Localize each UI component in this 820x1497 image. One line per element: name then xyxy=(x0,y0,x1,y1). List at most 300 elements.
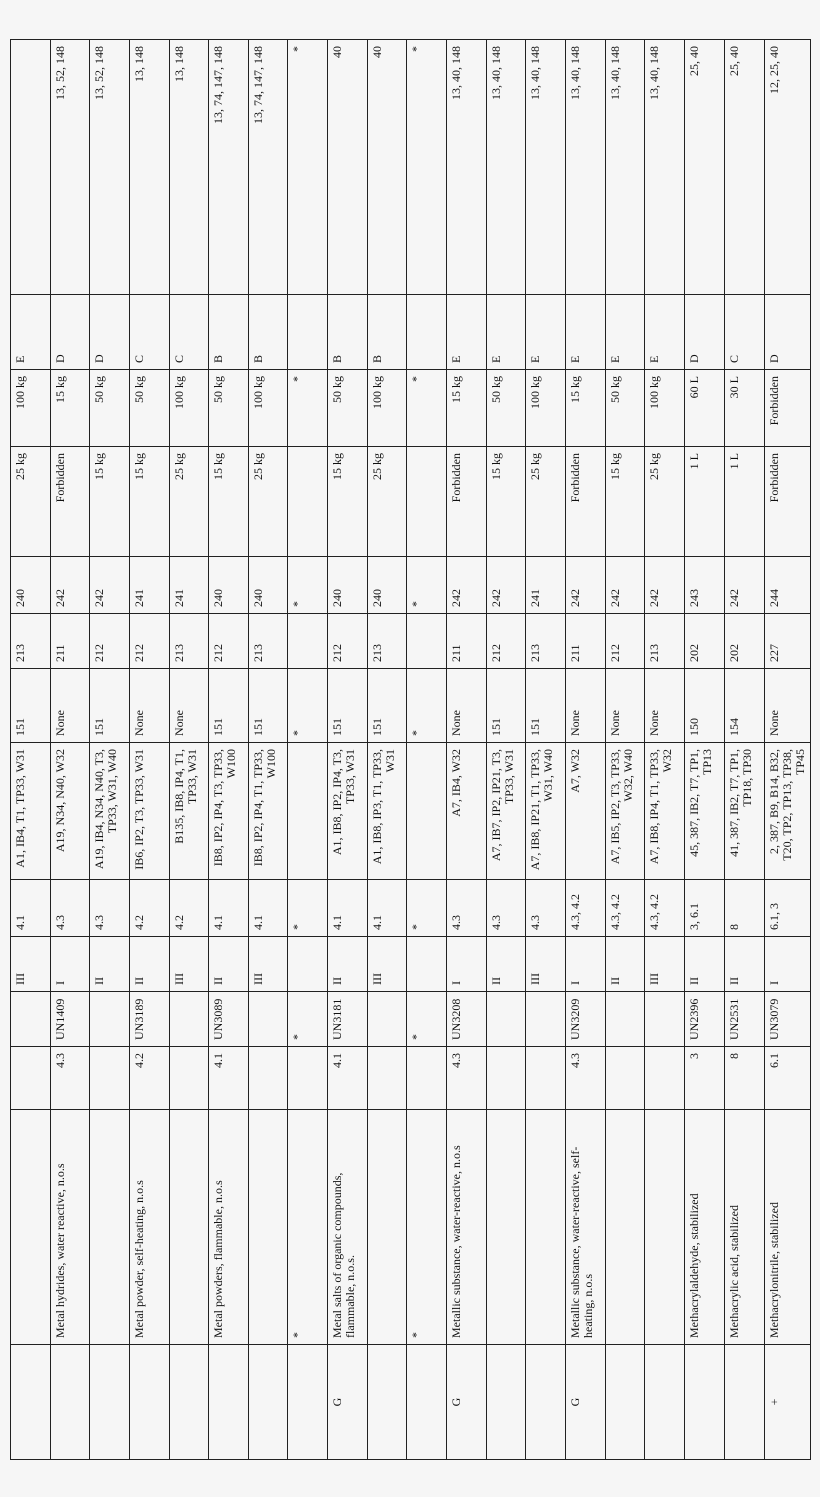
cell-non-bulk: 213 xyxy=(11,614,51,669)
cell-cargo-limit: 100 kg xyxy=(249,370,288,447)
cell-pg: II xyxy=(685,937,725,992)
cell-description: Metallic substance, water-reactive, n.o.s xyxy=(447,1110,487,1345)
cell-passenger-limit: 25 kg xyxy=(526,447,566,557)
table-row xyxy=(725,40,765,1460)
cell-special-provisions: A7, IB8, IP4, T1, TP33, W32 xyxy=(645,743,685,880)
cell-vessel-location: C xyxy=(725,295,765,370)
cell-bulk: * xyxy=(288,557,328,614)
cell-special-provisions: IB8, IP2, IP4, T3, TP33, W100 xyxy=(209,743,249,880)
cell-special-provisions: IB8, IP2, IP4, T1, TP33, W100 xyxy=(249,743,288,880)
cell-special-provisions: A7, IB7, IP2, IP21, T3, TP33, W31 xyxy=(487,743,526,880)
cell-special-provisions: B135, IB8, IP4, T1, TP33, W31 xyxy=(170,743,209,880)
cell-description: Metallic substance, water-reactive, self-heating, n.o.s xyxy=(566,1110,606,1345)
cell-passenger-limit: 25 kg xyxy=(368,447,407,557)
cell-cargo-limit: 100 kg xyxy=(526,370,566,447)
cell-pg: III xyxy=(645,937,685,992)
cell-passenger-limit: Forbidden xyxy=(765,447,811,557)
cell-exceptions: 154 xyxy=(725,669,765,743)
cell-special-provisions: 2, 387, B9, B14, B32, T20, TP2, TP13, TP38, TP45 xyxy=(765,743,811,880)
cell-passenger-limit: 15 kg xyxy=(487,447,526,557)
cell-vessel-other: * xyxy=(407,40,447,295)
table-row xyxy=(685,40,725,1460)
cell-passenger-limit: Forbidden xyxy=(51,447,90,557)
cell-id-number xyxy=(487,992,526,1047)
cell-pg: I xyxy=(566,937,606,992)
cell-passenger-limit: Forbidden xyxy=(447,447,487,557)
cell-description: Metal powder, self-heating, n.o.s xyxy=(130,1110,170,1345)
cell-cargo-limit: 50 kg xyxy=(209,370,249,447)
cell-id-number: UN3089 xyxy=(209,992,249,1047)
cell-description: Methacrylaldehyde, stabilized xyxy=(685,1110,725,1345)
table-row xyxy=(209,40,249,1460)
cell-passenger-limit: 25 kg xyxy=(249,447,288,557)
cell-exceptions: None xyxy=(170,669,209,743)
cell-cargo-limit: Forbidden xyxy=(765,370,811,447)
cell-cargo-limit: 15 kg xyxy=(447,370,487,447)
cell-pg: III xyxy=(249,937,288,992)
table-row xyxy=(526,40,566,1460)
cell-bulk: 241 xyxy=(526,557,566,614)
cell-pg: III xyxy=(526,937,566,992)
cell-description xyxy=(487,1110,526,1345)
cell-vessel-other: 13, 40, 148 xyxy=(645,40,685,295)
cell-pg: II xyxy=(725,937,765,992)
cell-special-provisions: A19, IB4, N34, N40, T3, TP33, W31, W40 xyxy=(90,743,130,880)
cell-symbols xyxy=(645,1345,685,1460)
cell-bulk: 243 xyxy=(685,557,725,614)
table-row xyxy=(130,40,170,1460)
cell-pg: II xyxy=(90,937,130,992)
cell-exceptions: None xyxy=(765,669,811,743)
cell-pg xyxy=(407,937,447,992)
cell-non-bulk: 213 xyxy=(249,614,288,669)
cell-cargo-limit: 50 kg xyxy=(90,370,130,447)
cell-description xyxy=(90,1110,130,1345)
cell-vessel-location xyxy=(288,295,328,370)
cell-special-provisions: 41, 387, IB2, T7, TP1, TP18, TP30 xyxy=(725,743,765,880)
cell-id-number xyxy=(606,992,645,1047)
cell-special-provisions: A7, IB8, IP21, T1, TP33, W31, W40 xyxy=(526,743,566,880)
table-row xyxy=(51,40,90,1460)
cell-symbols: G xyxy=(328,1345,368,1460)
cell-bulk: 240 xyxy=(328,557,368,614)
cell-class: 4.3 xyxy=(51,1047,90,1110)
cell-non-bulk: 212 xyxy=(209,614,249,669)
cell-label-codes: 4.3 xyxy=(447,880,487,937)
cell-vessel-location: E xyxy=(11,295,51,370)
cell-id-number: * xyxy=(288,992,328,1047)
cell-id-number: UN3189 xyxy=(130,992,170,1047)
cell-class xyxy=(645,1047,685,1110)
cell-class: 6.1 xyxy=(765,1047,811,1110)
cell-cargo-limit: 60 L xyxy=(685,370,725,447)
cell-id-number xyxy=(170,992,209,1047)
cell-bulk: 242 xyxy=(487,557,526,614)
cell-symbols xyxy=(90,1345,130,1460)
hazmat-table xyxy=(10,39,811,1460)
cell-special-provisions xyxy=(407,743,447,880)
cell-cargo-limit: 100 kg xyxy=(368,370,407,447)
cell-description xyxy=(368,1110,407,1345)
cell-bulk: 240 xyxy=(368,557,407,614)
cell-pg: II xyxy=(487,937,526,992)
cell-non-bulk: 212 xyxy=(487,614,526,669)
cell-pg: III xyxy=(11,937,51,992)
cell-vessel-location: B xyxy=(209,295,249,370)
cell-class: 4.3 xyxy=(566,1047,606,1110)
cell-vessel-location: C xyxy=(130,295,170,370)
cell-vessel-other: 12, 25, 40 xyxy=(765,40,811,295)
cell-vessel-other: 40 xyxy=(328,40,368,295)
cell-special-provisions: 45, 387, IB2, T7, TP1, TP13 xyxy=(685,743,725,880)
cell-symbols xyxy=(487,1345,526,1460)
cell-non-bulk: 212 xyxy=(328,614,368,669)
cell-non-bulk: 212 xyxy=(606,614,645,669)
cell-label-codes: 4.1 xyxy=(368,880,407,937)
cell-vessel-location: E xyxy=(645,295,685,370)
cell-class xyxy=(407,1047,447,1110)
cell-vessel-location: E xyxy=(566,295,606,370)
cell-non-bulk: 212 xyxy=(90,614,130,669)
cell-label-codes: 4.3, 4.2 xyxy=(606,880,645,937)
table-row xyxy=(249,40,288,1460)
cell-vessel-other: 13, 40, 148 xyxy=(566,40,606,295)
cell-class xyxy=(249,1047,288,1110)
cell-pg xyxy=(288,937,328,992)
cell-bulk: 242 xyxy=(566,557,606,614)
table-row xyxy=(90,40,130,1460)
cell-special-provisions: A1, IB4, T1, TP33, W31 xyxy=(11,743,51,880)
cell-id-number xyxy=(90,992,130,1047)
cell-passenger-limit: 1 L xyxy=(685,447,725,557)
cell-description: * xyxy=(288,1110,328,1345)
cell-label-codes: 3, 6.1 xyxy=(685,880,725,937)
cell-vessel-other: 13, 74, 147, 148 xyxy=(209,40,249,295)
cell-exceptions: None xyxy=(566,669,606,743)
cell-class xyxy=(11,1047,51,1110)
cell-non-bulk: 213 xyxy=(368,614,407,669)
cell-non-bulk xyxy=(407,614,447,669)
cell-bulk: 242 xyxy=(645,557,685,614)
cell-bulk: 241 xyxy=(130,557,170,614)
cell-class xyxy=(526,1047,566,1110)
cell-description: Methacrylic acid, stabilized xyxy=(725,1110,765,1345)
table-row xyxy=(606,40,645,1460)
table-row xyxy=(645,40,685,1460)
cell-vessel-other: 13, 148 xyxy=(130,40,170,295)
cell-class: 4.2 xyxy=(130,1047,170,1110)
cell-cargo-limit: 50 kg xyxy=(328,370,368,447)
cell-bulk: * xyxy=(407,557,447,614)
cell-bulk: 240 xyxy=(249,557,288,614)
cell-id-number: UN3209 xyxy=(566,992,606,1047)
cell-label-codes: 4.1 xyxy=(11,880,51,937)
cell-vessel-other: 13, 40, 148 xyxy=(447,40,487,295)
cell-vessel-other: 13, 52, 148 xyxy=(90,40,130,295)
cell-cargo-limit: 50 kg xyxy=(606,370,645,447)
cell-symbols xyxy=(249,1345,288,1460)
cell-description xyxy=(11,1110,51,1345)
cell-symbols xyxy=(51,1345,90,1460)
cell-pg: II xyxy=(606,937,645,992)
table-row xyxy=(170,40,209,1460)
cell-vessel-other: 40 xyxy=(368,40,407,295)
cell-non-bulk: 213 xyxy=(526,614,566,669)
cell-bulk: 242 xyxy=(725,557,765,614)
cell-special-provisions: A7, IB5, IP2, T3, TP33, W32, W40 xyxy=(606,743,645,880)
cell-exceptions: None xyxy=(645,669,685,743)
cell-passenger-limit: 1 L xyxy=(725,447,765,557)
cell-label-codes: 4.3 xyxy=(90,880,130,937)
cell-passenger-limit: 15 kg xyxy=(90,447,130,557)
cell-vessel-location: D xyxy=(90,295,130,370)
cell-vessel-other xyxy=(11,40,51,295)
cell-class xyxy=(368,1047,407,1110)
cell-class xyxy=(487,1047,526,1110)
cell-passenger-limit xyxy=(288,447,328,557)
cell-non-bulk: 211 xyxy=(566,614,606,669)
cell-vessel-other: 13, 40, 148 xyxy=(606,40,645,295)
cell-exceptions: 151 xyxy=(209,669,249,743)
cell-symbols xyxy=(407,1345,447,1460)
cell-exceptions: * xyxy=(288,669,328,743)
table-row xyxy=(11,40,51,1460)
cell-cargo-limit: 50 kg xyxy=(130,370,170,447)
cell-id-number: UN1409 xyxy=(51,992,90,1047)
cell-non-bulk: 202 xyxy=(725,614,765,669)
cell-symbols xyxy=(288,1345,328,1460)
cell-exceptions: 151 xyxy=(526,669,566,743)
cell-passenger-limit: 15 kg xyxy=(328,447,368,557)
cell-description: Metal powders, flammable, n.o.s xyxy=(209,1110,249,1345)
cell-id-number xyxy=(526,992,566,1047)
table-row xyxy=(765,40,811,1460)
cell-pg: I xyxy=(447,937,487,992)
cell-special-provisions: A1, IB8, IP3, T1, TP33, W31 xyxy=(368,743,407,880)
cell-id-number xyxy=(645,992,685,1047)
cell-class: 4.3 xyxy=(447,1047,487,1110)
cell-vessel-location: D xyxy=(765,295,811,370)
cell-vessel-other: * xyxy=(288,40,328,295)
cell-cargo-limit: * xyxy=(288,370,328,447)
cell-symbols xyxy=(368,1345,407,1460)
table-row xyxy=(288,40,328,1460)
cell-pg: III xyxy=(368,937,407,992)
table-row xyxy=(447,40,487,1460)
cell-symbols xyxy=(725,1345,765,1460)
cell-label-codes: 4.3, 4.2 xyxy=(566,880,606,937)
cell-exceptions: 151 xyxy=(368,669,407,743)
cell-cargo-limit: * xyxy=(407,370,447,447)
cell-pg: II xyxy=(130,937,170,992)
cell-vessel-other: 13, 40, 148 xyxy=(526,40,566,295)
cell-passenger-limit: 25 kg xyxy=(170,447,209,557)
cell-passenger-limit: 15 kg xyxy=(209,447,249,557)
cell-vessel-location: B xyxy=(368,295,407,370)
cell-description: * xyxy=(407,1110,447,1345)
cell-id-number: * xyxy=(407,992,447,1047)
cell-class xyxy=(606,1047,645,1110)
cell-bulk: 240 xyxy=(11,557,51,614)
cell-passenger-limit: 25 kg xyxy=(11,447,51,557)
cell-vessel-location: B xyxy=(249,295,288,370)
cell-label-codes: 4.1 xyxy=(209,880,249,937)
cell-bulk: 244 xyxy=(765,557,811,614)
cell-passenger-limit: Forbidden xyxy=(566,447,606,557)
cell-exceptions: None xyxy=(606,669,645,743)
cell-symbols xyxy=(526,1345,566,1460)
cell-exceptions: None xyxy=(447,669,487,743)
cell-vessel-location: E xyxy=(606,295,645,370)
cell-cargo-limit: 30 L xyxy=(725,370,765,447)
cell-special-provisions: A7, IB4, W32 xyxy=(447,743,487,880)
cell-non-bulk: 211 xyxy=(51,614,90,669)
table-row xyxy=(407,40,447,1460)
cell-vessel-other: 25, 40 xyxy=(725,40,765,295)
cell-label-codes: 4.3 xyxy=(526,880,566,937)
cell-pg: II xyxy=(209,937,249,992)
cell-class xyxy=(170,1047,209,1110)
cell-passenger-limit: 25 kg xyxy=(645,447,685,557)
cell-non-bulk: 213 xyxy=(645,614,685,669)
cell-description xyxy=(606,1110,645,1345)
cell-symbols xyxy=(170,1345,209,1460)
table-row xyxy=(487,40,526,1460)
cell-exceptions: * xyxy=(407,669,447,743)
cell-vessel-location: E xyxy=(447,295,487,370)
cell-symbols: + xyxy=(765,1345,811,1460)
cell-special-provisions: A7, W32 xyxy=(566,743,606,880)
cell-passenger-limit xyxy=(407,447,447,557)
cell-label-codes: * xyxy=(288,880,328,937)
cell-vessel-location: C xyxy=(170,295,209,370)
cell-exceptions: None xyxy=(51,669,90,743)
cell-label-codes: 4.2 xyxy=(130,880,170,937)
cell-class xyxy=(288,1047,328,1110)
cell-description xyxy=(249,1110,288,1345)
cell-symbols xyxy=(606,1345,645,1460)
cell-exceptions: 151 xyxy=(90,669,130,743)
cell-symbols xyxy=(11,1345,51,1460)
cell-pg: I xyxy=(51,937,90,992)
cell-vessel-other: 13, 148 xyxy=(170,40,209,295)
cell-bulk: 242 xyxy=(51,557,90,614)
cell-cargo-limit: 50 kg xyxy=(487,370,526,447)
cell-pg: III xyxy=(170,937,209,992)
cell-passenger-limit: 15 kg xyxy=(606,447,645,557)
cell-special-provisions: IB6, IP2, T3, TP33, W31 xyxy=(130,743,170,880)
cell-bulk: 241 xyxy=(170,557,209,614)
table-body xyxy=(11,40,811,1460)
cell-vessel-other: 13, 52, 148 xyxy=(51,40,90,295)
cell-exceptions: 151 xyxy=(328,669,368,743)
cell-description xyxy=(526,1110,566,1345)
cell-non-bulk: 211 xyxy=(447,614,487,669)
cell-non-bulk: 213 xyxy=(170,614,209,669)
cell-description xyxy=(170,1110,209,1345)
cell-description: Metal salts of organic compounds, flammable, n.o.s. xyxy=(328,1110,368,1345)
table-row xyxy=(368,40,407,1460)
cell-cargo-limit: 100 kg xyxy=(11,370,51,447)
cell-class: 8 xyxy=(725,1047,765,1110)
cell-label-codes: 4.2 xyxy=(170,880,209,937)
cell-bulk: 242 xyxy=(90,557,130,614)
cell-exceptions: None xyxy=(130,669,170,743)
cell-cargo-limit: 15 kg xyxy=(566,370,606,447)
cell-vessel-location: E xyxy=(526,295,566,370)
cell-exceptions: 151 xyxy=(11,669,51,743)
cell-special-provisions: A19, N34, N40, W32 xyxy=(51,743,90,880)
cell-bulk: 240 xyxy=(209,557,249,614)
cell-non-bulk: 202 xyxy=(685,614,725,669)
cell-pg: I xyxy=(765,937,811,992)
table-row xyxy=(566,40,606,1460)
cell-id-number: UN3181 xyxy=(328,992,368,1047)
cell-special-provisions xyxy=(288,743,328,880)
cell-class: 4.1 xyxy=(328,1047,368,1110)
cell-id-number: UN3079 xyxy=(765,992,811,1047)
cell-vessel-other: 13, 40, 148 xyxy=(487,40,526,295)
cell-label-codes: 4.1 xyxy=(249,880,288,937)
cell-id-number: UN3208 xyxy=(447,992,487,1047)
cell-exceptions: 151 xyxy=(487,669,526,743)
cell-bulk: 242 xyxy=(447,557,487,614)
cell-id-number: UN2531 xyxy=(725,992,765,1047)
cell-id-number xyxy=(368,992,407,1047)
table-row xyxy=(328,40,368,1460)
cell-exceptions: 151 xyxy=(249,669,288,743)
cell-special-provisions: A1, IB8, IP2, IP4, T3, TP33, W31 xyxy=(328,743,368,880)
cell-description: Methacrylonitrile, stabilized xyxy=(765,1110,811,1345)
cell-description xyxy=(645,1110,685,1345)
cell-vessel-other: 13, 74, 147, 148 xyxy=(249,40,288,295)
cell-cargo-limit: 15 kg xyxy=(51,370,90,447)
cell-description: Metal hydrides, water reactive, n.o.s xyxy=(51,1110,90,1345)
cell-label-codes: 4.3 xyxy=(487,880,526,937)
cell-id-number: UN2396 xyxy=(685,992,725,1047)
cell-cargo-limit: 100 kg xyxy=(645,370,685,447)
cell-class: 4.1 xyxy=(209,1047,249,1110)
cell-label-codes: 4.3, 4.2 xyxy=(645,880,685,937)
cell-vessel-location: E xyxy=(487,295,526,370)
cell-class xyxy=(90,1047,130,1110)
cell-symbols xyxy=(130,1345,170,1460)
cell-symbols xyxy=(209,1345,249,1460)
cell-label-codes: 6.1, 3 xyxy=(765,880,811,937)
cell-vessel-other: 25, 40 xyxy=(685,40,725,295)
cell-id-number xyxy=(11,992,51,1047)
document-page xyxy=(10,40,810,1460)
cell-symbols xyxy=(685,1345,725,1460)
cell-id-number xyxy=(249,992,288,1047)
cell-vessel-location: B xyxy=(328,295,368,370)
cell-exceptions: 150 xyxy=(685,669,725,743)
cell-non-bulk xyxy=(288,614,328,669)
cell-cargo-limit: 100 kg xyxy=(170,370,209,447)
cell-symbols: G xyxy=(447,1345,487,1460)
cell-symbols: G xyxy=(566,1345,606,1460)
cell-label-codes: * xyxy=(407,880,447,937)
cell-bulk: 242 xyxy=(606,557,645,614)
cell-non-bulk: 227 xyxy=(765,614,811,669)
cell-class: 3 xyxy=(685,1047,725,1110)
cell-vessel-location: D xyxy=(685,295,725,370)
cell-pg: II xyxy=(328,937,368,992)
cell-non-bulk: 212 xyxy=(130,614,170,669)
cell-vessel-location xyxy=(407,295,447,370)
cell-vessel-location: D xyxy=(51,295,90,370)
cell-label-codes: 8 xyxy=(725,880,765,937)
